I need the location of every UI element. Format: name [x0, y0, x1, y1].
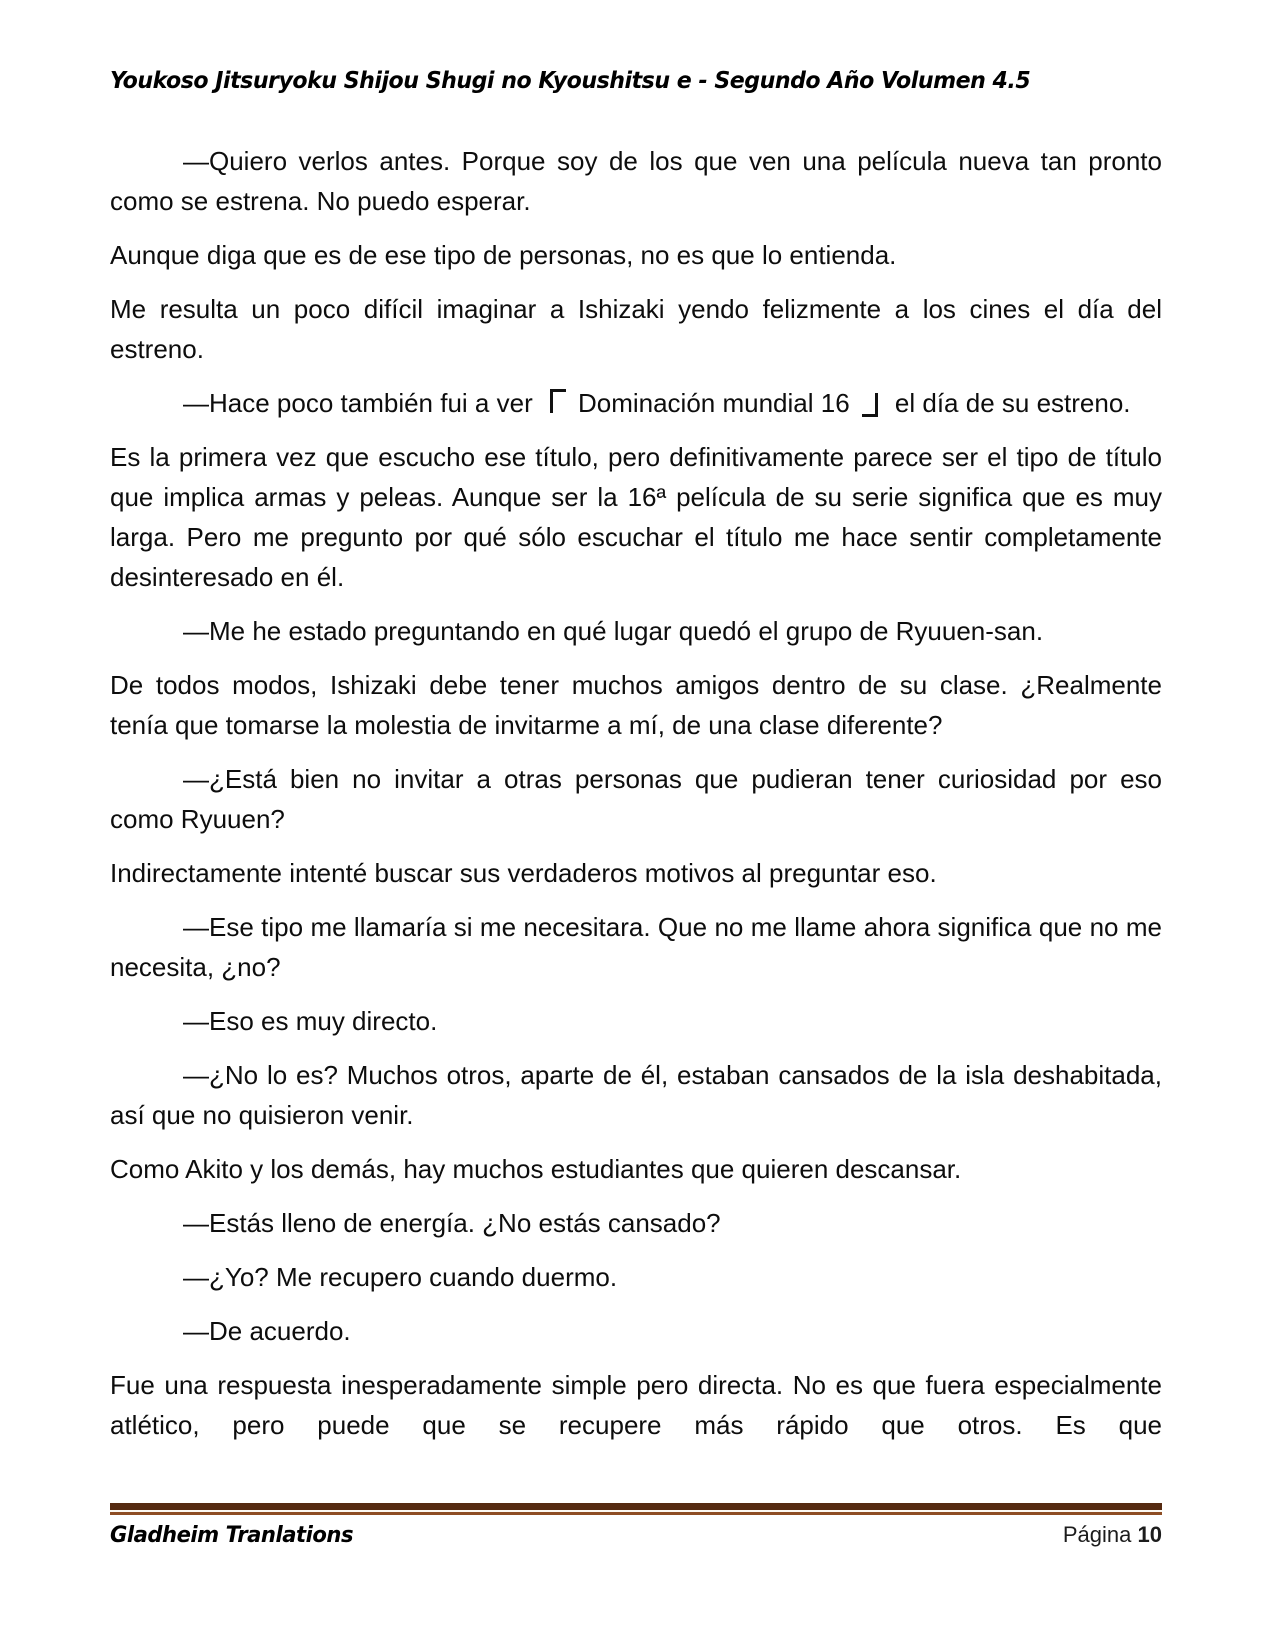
paragraph: Fue una respuesta inesperadamente simple pero directa. No es que fuera especialmente atlético, pero puede que se recupere más rápido que otros. Es que — [110, 1370, 1162, 1440]
footer-rule — [110, 1503, 1162, 1515]
paragraph: De todos modos, Ishizaki debe tener muchos amigos dentro de su clase. ¿Realmente tenía que tomarse la molestia de invitarme a mí, de una clase diferente? — [110, 670, 1162, 740]
paragraph: —¿No lo es? Muchos otros, aparte de él, estaban cansados de la isla deshabitada, así que no quisieron venir. — [110, 1060, 1162, 1130]
paragraph: ―Hace poco también fui a ver Dominación mundial 16 el día de su estreno. — [183, 388, 1131, 418]
corner-bracket-open — [550, 389, 566, 413]
paragraph: —Eso es muy directo. — [183, 1006, 438, 1036]
paragraph: Aunque diga que es de ese tipo de personas, no es que lo entienda. — [110, 240, 897, 270]
page-footer — [110, 1522, 1162, 1548]
page-number-label: Página — [1062, 1522, 1132, 1547]
page-number — [1063, 1522, 1162, 1548]
paragraph: Indirectamente intenté buscar sus verdaderos motivos al preguntar eso. — [110, 858, 937, 888]
paragraph: —Estás lleno de energía. ¿No estás cansado? — [183, 1208, 721, 1238]
header-title: Youkoso Jitsuryoku Shijou Shugi no Kyoushitsu e - Segundo Año Volumen 4.5 — [110, 68, 1031, 94]
paragraph: —Ese tipo me llamaría si me necesitara. Que no me llame ahora significa que no me necesita, ¿no? — [110, 912, 1162, 982]
page-header — [110, 68, 1162, 94]
paragraph: —¿Está bien no invitar a otras personas que pudieran tener curiosidad por eso como Ryuuen? — [110, 764, 1162, 834]
footer-brand: Gladheim Tranlations — [110, 1523, 354, 1548]
paragraph: Como Akito y los demás, hay muchos estudiantes que quieren descansar. — [110, 1154, 962, 1184]
paragraph: —Me he estado preguntando en qué lugar quedó el grupo de Ryuuen-san. — [183, 616, 1044, 646]
paragraph: Me resulta un poco difícil imaginar a Ishizaki yendo felizmente a los cines el día del estreno. — [110, 294, 1162, 364]
paragraph: —¿Yo? Me recupero cuando duermo. — [183, 1262, 618, 1292]
body-text — [110, 141, 1162, 1459]
corner-bracket-close — [862, 393, 878, 417]
paragraph: —Quiero verlos antes. Porque soy de los que ven una película nueva tan pronto como se estrena. No puedo esperar. — [110, 146, 1162, 216]
paragraph: Es la primera vez que escucho ese título, pero definitivamente parece ser el tipo de título que implica armas y peleas. Aunque ser la 16ª película de su serie significa que es muy larga. Pero me pregunto por qué sólo escuchar el título me hace sentir completamente desinteresado en él. — [110, 442, 1162, 592]
page-number-value: 10 — [1137, 1522, 1162, 1547]
paragraph: —De acuerdo. — [183, 1316, 351, 1346]
